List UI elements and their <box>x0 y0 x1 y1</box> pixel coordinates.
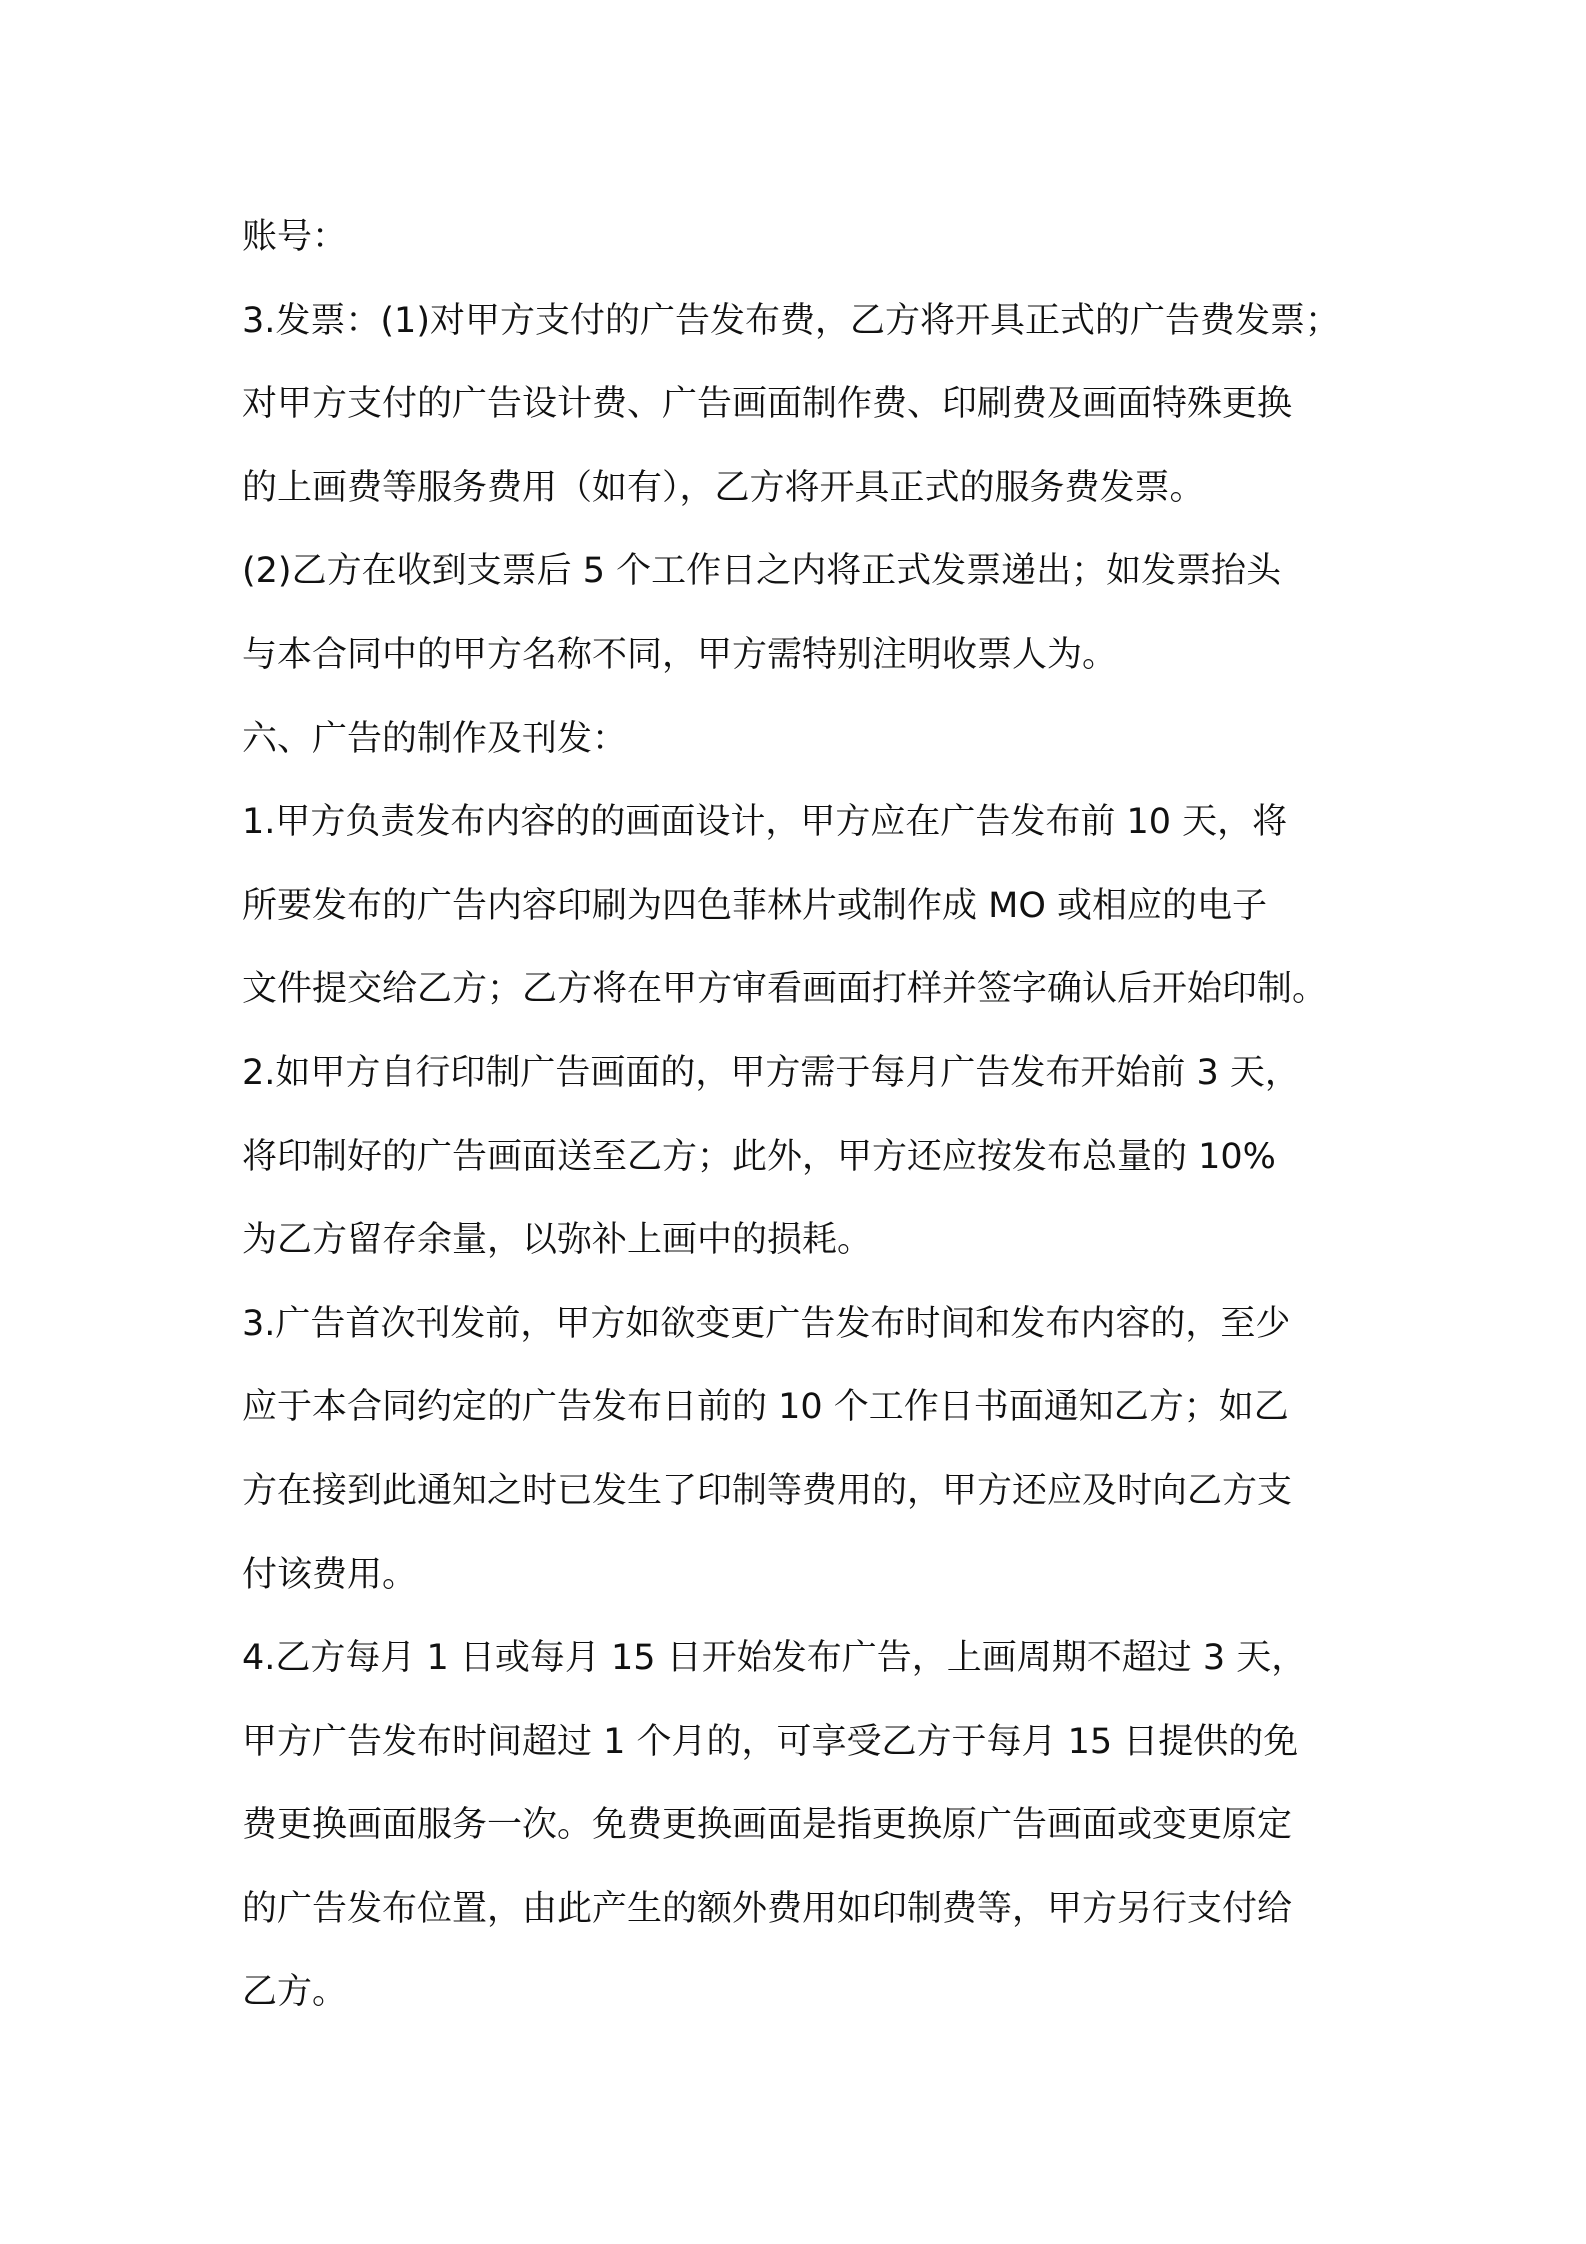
contract-body <box>242 196 1402 2035</box>
text-line-invoice-5: 与本合同中的甲方名称不同，甲方需特别注明收票人为。 <box>242 634 1118 675</box>
text-line-clause2-1: 2.如甲方自行印制广告画面的，甲方需于每月广告发布开始前 3 天， <box>242 1052 1300 1093</box>
text-line-clause4-1: 4.乙方每月 1 日或每月 15 日开始发布广告，上画周期不超过 3 天， <box>242 1638 1307 1679</box>
text-line-account: 账号： <box>242 217 348 257</box>
text-line-clause3-4: 付该费用。 <box>242 1554 418 1595</box>
text-line-invoice-2: 对甲方支付的广告设计费、广告画面制作费、印刷费及画面特殊更换 <box>242 384 1293 425</box>
text-line-invoice-1: 3.发票：(1)对甲方支付的广告发布费，乙方将开具正式的广告费发票； <box>242 300 1340 341</box>
text-line-clause4-2: 甲方广告发布时间超过 1 个月的，可享受乙方于每月 15 日提供的免 <box>242 1721 1299 1762</box>
text-line-invoice-3: 的上画费等服务费用（如有），乙方将开具正式的服务费发票。 <box>242 467 1205 508</box>
text-line-clause1-1: 1.甲方负责发布内容的的画面设计，甲方应在广告发布前 10 天，将 <box>242 802 1288 843</box>
text-line-clause3-3: 方在接到此通知之时已发生了印制等费用的，甲方还应及时向乙方支 <box>242 1470 1293 1511</box>
text-line-clause1-3: 文件提交给乙方；乙方将在甲方审看画面打样并签字确认后开始印制。 <box>242 969 1328 1010</box>
section-heading-six: 六、广告的制作及刊发： <box>242 718 628 759</box>
text-line-clause3-1: 3.广告首次刊发前，甲方如欲变更广告发布时间和发布内容的，至少 <box>242 1303 1291 1344</box>
text-line-clause3-2: 应于本合同约定的广告发布日前的 10 个工作日书面通知乙方；如乙 <box>242 1387 1289 1428</box>
text-line-clause4-3: 费更换画面服务一次。免费更换画面是指更换原广告画面或变更原定 <box>242 1805 1293 1846</box>
text-line-clause4-4: 的广告发布位置，由此产生的额外费用如印制费等，甲方另行支付给 <box>242 1888 1293 1929</box>
text-line-clause2-3: 为乙方留存余量，以弥补上画中的损耗。 <box>242 1220 873 1261</box>
text-line-clause1-2: 所要发布的广告内容印刷为四色菲林片或制作成 MO 或相应的电子 <box>242 885 1267 926</box>
text-line-clause4-5: 乙方。 <box>242 1972 348 2013</box>
text-line-clause2-2: 将印制好的广告画面送至乙方；此外，甲方还应按发布总量的 10% <box>242 1136 1276 1177</box>
text-line-invoice-4: (2)乙方在收到支票后 5 个工作日之内将正式发票递出；如发票抬头 <box>242 551 1282 592</box>
